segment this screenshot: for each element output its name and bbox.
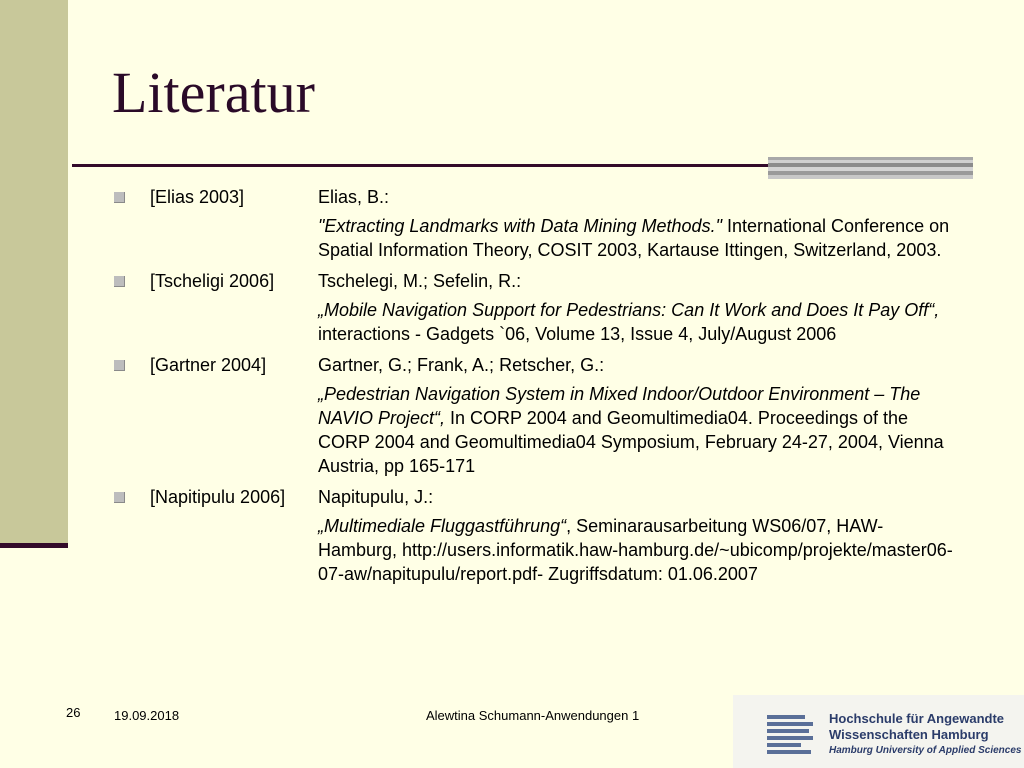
logo-line-3: Hamburg University of Applied Sciences — [829, 745, 1022, 756]
footer-date: 19.09.2018 — [114, 708, 180, 723]
logo-line-1: Hochschule für Angewandte — [829, 711, 1005, 726]
logo-text — [829, 711, 1021, 759]
left-decor-bar — [0, 0, 68, 548]
reference-key: [Elias 2003] — [150, 187, 245, 207]
reference-rest: International Conference on Spatial Information Theory, COSIT 2003, Kartause Ittingen, Switzerland, 2003. — [318, 216, 950, 260]
slide-title: Literatur — [112, 60, 315, 125]
title-divider-block — [768, 157, 973, 179]
reference-author: Napitupulu, J.: — [318, 487, 434, 507]
slide-number: 26 — [66, 705, 81, 720]
reference-item — [110, 484, 990, 592]
reference-rest: , Seminarausarbeitung WS06/07, HAW-Hamburg, http://users.informatik.haw-hamburg.de/~ubicomp/projekte/master06-07-aw/napitupulu/report.pdf- Zugriffsdatum: 01.06.2007 — [318, 516, 953, 584]
reference-detail — [318, 210, 958, 268]
reference-title: „Pedestrian Navigation System in Mixed Indoor/Outdoor Environment – The NAVIO Project“, — [318, 384, 921, 428]
logo-line-2: Wissenschaften Hamburg — [829, 727, 989, 742]
bullet-icon — [114, 492, 125, 503]
reference-item — [110, 184, 990, 268]
reference-rest: In CORP 2004 and Geomultimedia04. Proceedings of the CORP 2004 and Geomultimedia04 Symposium, February 24-27, 2004, Vienna Austria, pp 165-171 — [318, 408, 944, 476]
reference-list — [110, 184, 990, 592]
reference-key: [Gartner 2004] — [150, 355, 267, 375]
reference-detail — [318, 378, 958, 484]
reference-rest: interactions - Gadgets `06, Volume 13, Issue 4, July/August 2006 — [318, 324, 837, 344]
reference-title: "Extracting Landmarks with Data Mining Methods." — [318, 216, 722, 236]
reference-item — [110, 268, 990, 352]
title-divider — [72, 164, 772, 167]
reference-author: Elias, B.: — [318, 187, 390, 207]
bullet-icon — [114, 276, 125, 287]
logo-mark-icon — [767, 715, 813, 755]
reference-author: Gartner, G.; Frank, A.; Retscher, G.: — [318, 355, 605, 375]
reference-item — [110, 352, 990, 484]
bullet-icon — [114, 360, 125, 371]
reference-author: Tschelegi, M.; Sefelin, R.: — [318, 271, 522, 291]
left-decor-line — [0, 543, 68, 548]
footer-author: Alewtina Schumann-Anwendungen 1 — [426, 708, 640, 723]
university-logo — [733, 695, 1024, 768]
reference-detail — [318, 294, 958, 352]
reference-key: [Tscheligi 2006] — [150, 271, 275, 291]
reference-title: „Mobile Navigation Support for Pedestrians: Can It Work and Does It Pay Off“, — [318, 300, 940, 320]
reference-key: [Napitipulu 2006] — [150, 487, 286, 507]
bullet-icon — [114, 192, 125, 203]
reference-detail — [318, 510, 958, 592]
reference-title: „Multimediale Fluggastführung“ — [318, 516, 567, 536]
